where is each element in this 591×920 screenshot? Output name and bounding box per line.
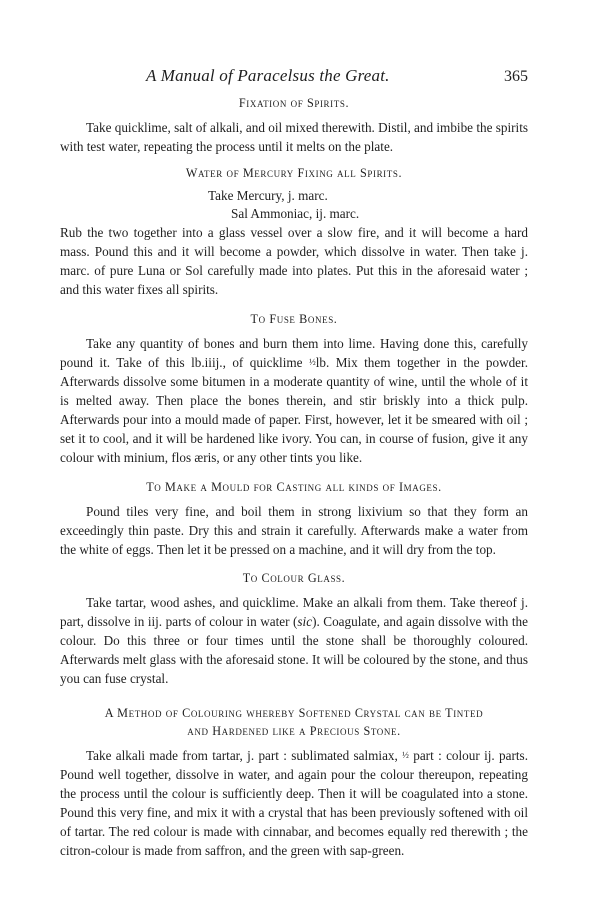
section-to-fuse-bones bbox=[60, 310, 528, 467]
section-paragraph bbox=[60, 593, 528, 688]
running-title: A Manual of Paracelsus the Great. bbox=[146, 66, 390, 85]
section-heading-line-2: and Hardened like a Precious Stone. bbox=[187, 724, 401, 738]
section-colouring-crystal bbox=[60, 704, 528, 860]
section-heading: To Colour Glass. bbox=[242, 571, 346, 585]
section-heading: To Make a Mould for Casting all kinds of Images. bbox=[146, 480, 442, 494]
book-page bbox=[60, 66, 528, 860]
paragraph-text: lb. Mix them together in the powder. Afterwards dissolve some bitumen in a moderate quantity of wine, until the whole of it is melted away. Then place the bones therein, and stir briskly into a thick pulp. Afterwards pour into a mould made of paper. First, however, let it be smeared with oil ; set it to cool, and it will be hardened like ivory. You can, in course of fusion, give it any colour with minium, flos æris, or any other tints you like. bbox=[60, 355, 528, 465]
section-heading-line-1: A Method of Colouring whereby Softened Crystal can be Tinted bbox=[104, 706, 484, 720]
section-heading: Water of Mercury Fixing all Spirits. bbox=[185, 166, 403, 180]
section-heading: To Fuse Bones. bbox=[250, 312, 338, 326]
section-water-of-mercury bbox=[60, 164, 528, 299]
paragraph-text: ). Coagulate, and again dissolve with the colour. Do this three or four times until the stone shall be thoroughly coloured. Afterwards melt glass with the aforesaid stone. It will be coloured by the stone, and thus you can fuse crystal. bbox=[60, 614, 528, 686]
section-make-a-mould bbox=[60, 478, 528, 559]
section-paragraph: Rub the two together into a glass vessel over a slow fire, and it will become a hard mass. Pound this and it will become a powder, which dissolve in water. Then take j. marc. of pure Luna or Sol carefully made into plates. Put this in the aforesaid water ; and this water fixes all spirits. bbox=[60, 225, 528, 297]
section-to-colour-glass bbox=[60, 569, 528, 688]
sic-note: sic bbox=[297, 614, 313, 629]
fraction: ½ bbox=[402, 750, 409, 760]
section-paragraph bbox=[60, 746, 528, 860]
recipe-line: Sal Ammoniac, ij. marc. bbox=[231, 206, 360, 221]
section-paragraph: Take quicklime, salt of alkali, and oil mixed therewith. Distil, and imbibe the spirits with test water, repeating the process until it melts on the plate. bbox=[60, 120, 528, 154]
page-number: 365 bbox=[504, 68, 528, 85]
section-paragraph bbox=[60, 334, 528, 467]
section-heading: Fixation of Spirits. bbox=[238, 96, 350, 110]
paragraph-text: Take tartar, wood ashes, and quicklime. Make an alkali from them. Take thereof j. part, dissolve in iij. parts of colour in water ( bbox=[60, 595, 528, 629]
fraction: ½ bbox=[308, 357, 316, 367]
paragraph-text: Take any quantity of bones and burn them into lime. Having done this, carefully pound it. Take of this lb.iiij., of quicklime bbox=[60, 336, 528, 370]
recipe-list bbox=[208, 187, 528, 223]
section-paragraph: Pound tiles very fine, and boil them in strong lixivium so that they form an exceedingly thin paste. Dry this and strain it carefully. Afterwards make a water from the white of eggs. Then let it be pressed on a machine, and it will dry from the top. bbox=[60, 504, 528, 557]
section-fixation-of-spirits bbox=[60, 94, 528, 156]
recipe-line: Take Mercury, j. marc. bbox=[208, 188, 328, 203]
paragraph-text: part : colour ij. parts. Pound well together, dissolve in water, and again pour the colour thereupon, repeating the process until the colour is sufficiently deep. Then it will be coagulated into a stone. Pound this very fine, and mix it with a crystal that has been previously softened with oil of tartar. The red colour is made with cinnabar, and becomes equally red therewith ; the citron-colour is made from saffron, and the green with sap-green. bbox=[60, 748, 528, 858]
page-header bbox=[60, 66, 528, 94]
paragraph-text: Take alkali made from tartar, j. part : sublimated salmiax, bbox=[86, 748, 403, 763]
